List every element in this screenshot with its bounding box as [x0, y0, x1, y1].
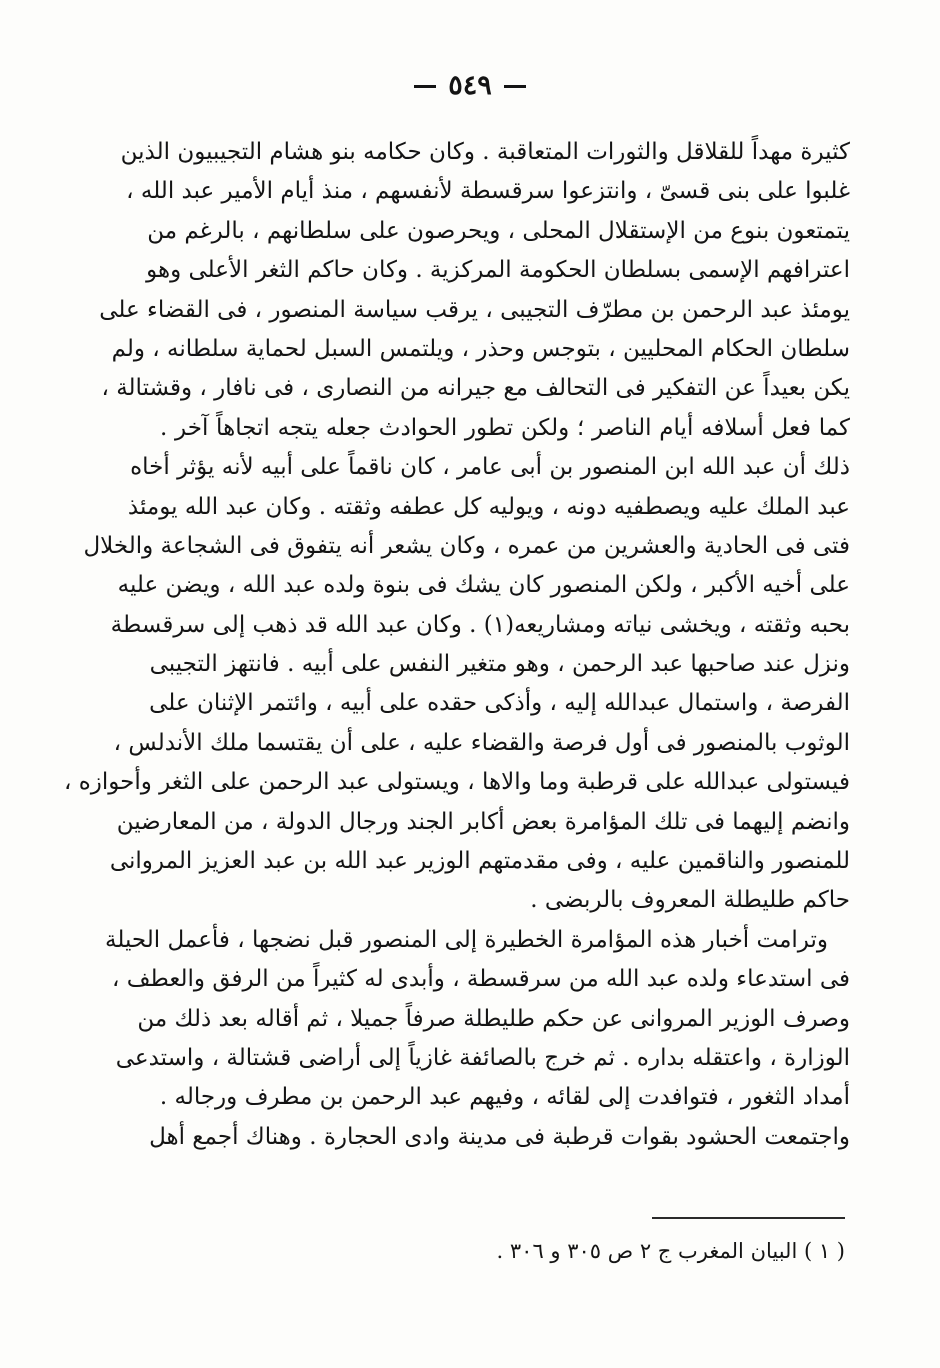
text-line: غلبوا على بنى قسىّ ، وانتزعوا سرقسطة لأنفسهم ، منذ أيام الأمير عبد الله ،: [126, 178, 850, 205]
text-line: حاكم طليطلة المعروف بالربضى .: [530, 887, 850, 914]
page-number-header: [0, 70, 940, 101]
right-dash: [414, 85, 436, 88]
text-line: كثيرة مهداً للقلاقل والثورات المتعاقبة . وكان حكامه بنو هشام التجيبيون الذين: [120, 139, 850, 165]
text-line: سلطان الحكام المحليين ، بتوجس وحذر ، ويلتمس السبل لحماية سلطانه ، ولم: [111, 335, 850, 362]
text-line: ونزل عند صاحبها عبد الرحمن ، وهو متغير النفس على أبيه . فانتهز التجيبى: [149, 651, 850, 678]
text-line: يتمتعون بنوع من الإستقلال المحلى ، ويحرصون على سلطانهم ، بالرغم من: [147, 217, 850, 244]
text-line: الوثوب بالمنصور فى أول فرصة والقضاء عليه ، على أن يقتسما ملك الأندلس ،: [113, 729, 850, 756]
page-number: ٥٤٩: [448, 70, 492, 101]
text-line: وصرف الوزير المروانى عن حكم طليطلة صرفاً جميلا ، ثم أقاله بعد ذلك من: [137, 1005, 850, 1032]
text-line: فيستولى عبدالله على قرطبة وما والاها ، ويستولى عبد الرحمن على الثغر وأحوازه ،: [63, 769, 850, 796]
text-line: على أخيه الأكبر ، ولكن المنصور كان يشك فى بنوة ولده عبد الله ، ويضن عليه: [117, 572, 850, 599]
text-line: وانضم إليهما فى تلك المؤامرة بعض أكابر الجند ورجال الدولة ، من المعارضين: [116, 808, 850, 835]
left-dash: [504, 85, 526, 88]
text-line: بحبه وثقته ، ويخشى نياته ومشاريعه(١) . وكان عبد الله قد ذهب إلى سرقسطة: [110, 611, 850, 638]
text-line: يومئذ عبد الرحمن بن مطرّف التجيبى ، يرقب سياسة المنصور ، فى القضاء على: [99, 296, 850, 323]
text-line: فى استدعاء ولده عبد الله من سرقسطة ، وأبدى له كثيراً من الرفق والعطف ،: [112, 966, 850, 993]
text-line: عبد الملك عليه ويصطفيه دونه ، ويوليه كل عطفه وثقته . وكان عبد الله يومئذ: [127, 493, 850, 520]
text-line: كما فعل أسلافه أيام الناصر ؛ ولكن تطور الحوادث جعله يتجه اتجاهاً آخر .: [160, 414, 850, 441]
text-line: واجتمعت الحشود بقوات قرطبة فى مدينة وادى الحجارة . وهناك أجمع أهل: [149, 1123, 850, 1150]
footnote: ( ١ ) البيان المغرب ج ٢ ص ٣٠٥ و ٣٠٦ .: [496, 1239, 845, 1263]
footnote-divider: [652, 1217, 845, 1219]
text-line: الفرصة ، واستمال عبدالله إليه ، وأذكى حقده على أبيه ، وائتمر الإثنان على: [149, 690, 850, 717]
text-line: للمنصور والناقمين عليه ، وفى مقدمتهم الوزير عبد الله بن عبد العزيز المروانى: [109, 848, 850, 875]
text-line: يكن بعيداً عن التفكير فى التحالف مع جيرانه من النصارى ، فى نافار ، وقشتالة ،: [101, 375, 850, 402]
body-text: [63, 133, 850, 1157]
text-line: وترامت أخبار هذه المؤامرة الخطيرة إلى المنصور قبل نضجها ، فأعمل الحيلة: [105, 926, 828, 953]
text-line: ذلك أن عبد الله ابن المنصور بن أبى عامر ، كان ناقماً على أبيه لأنه يؤثر أخاه: [130, 454, 850, 481]
text-line: أمداد الثغور ، فتوافدت إلى لقائه ، وفيهم عبد الرحمن بن مطرف ورجاله .: [159, 1084, 850, 1111]
text-line: الوزارة ، واعتقله بداره . ثم خرج بالصائفة غازياً إلى أراضى قشتالة ، واستدعى: [115, 1044, 850, 1071]
text-line: فتى فى الحادية والعشرين من عمره ، وكان يشعر أنه يتفوق فى الشجاعة والخلال: [83, 532, 850, 559]
text-line: اعترافهم الإسمى بسلطان الحكومة المركزية . وكان حاكم الثغر الأعلى وهو: [146, 257, 850, 284]
